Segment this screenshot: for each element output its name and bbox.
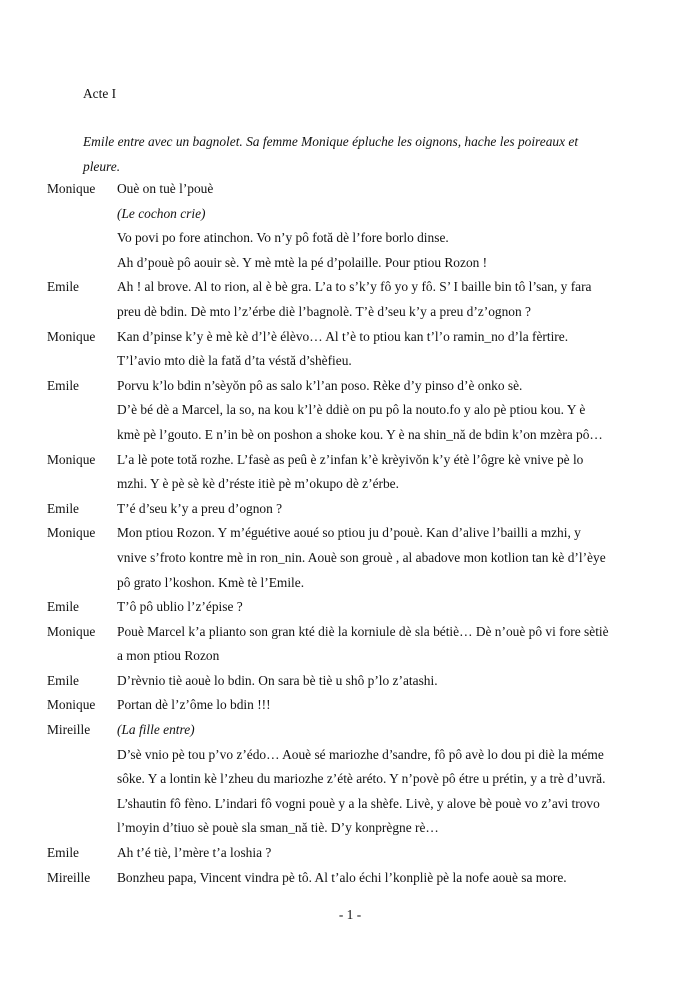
dialogue-lines: [117, 521, 667, 595]
dialogue-line: Ah d’pouè pô aouir sè. Y mè mtè la pé d’polaille. Pour ptiou Rozon !: [117, 254, 488, 270]
dialogue-lines: [117, 718, 667, 841]
speaker-name: Emile: [47, 377, 79, 393]
speaker-name: Emile: [47, 845, 79, 861]
dialogue-lines: [117, 595, 667, 620]
dialogue-lines: [117, 325, 667, 374]
dialogue-entry: [47, 841, 667, 866]
dialogue-line: T’é d’seu k’y a preu d’ognon ?: [117, 500, 283, 516]
speaker-name: Emile: [47, 672, 79, 688]
dialogue-entry: [47, 620, 667, 669]
speaker-name: Emile: [47, 599, 79, 615]
dialogue-entry: [47, 177, 667, 275]
dialogue-entry: [47, 521, 667, 595]
dialogue-line: vnive s’froto kontre mè in ron_nin. Aouè son grouè , al abadove mon kotlion tan kè d’l’èye: [117, 549, 606, 565]
dialogue-line: T’ô pô ublio l’z’épise ?: [117, 599, 243, 615]
dialogue-line: L’shautin fô fèno. L’indari fô vogni pouè y a la shèfe. Livè, y alove bè pouè vo z’avi trovo: [117, 795, 600, 811]
speaker-name: Mireille: [47, 722, 91, 738]
dialogue-line: Bonzheu papa, Vincent vindra pè tô. Al t’alo échi l’konpliè pè la nofe aouè sa more.: [117, 869, 567, 885]
speaker-name: Monique: [47, 697, 96, 713]
dialogue-entry: [47, 448, 667, 497]
dialogue-entry: [47, 325, 667, 374]
speaker-name: Emile: [47, 279, 79, 295]
dialogue-lines: [117, 275, 667, 324]
dialogue-entry: [47, 374, 667, 448]
dialogue-line: a mon ptiou Rozon: [117, 648, 220, 664]
dialogue-line: D’rèvnio tiè aouè lo bdin. On sara bè tiè u shô p’lo z’atashi.: [117, 672, 438, 688]
stage-direction-line: (La fille entre): [117, 722, 195, 738]
page-number: - 1 -: [338, 907, 362, 922]
stage-direction-line: Emile entre avec un bagnolet. Sa femme Monique épluche les oignons, hache les poireaux et: [83, 134, 579, 149]
dialogue-lines: [117, 841, 667, 866]
dialogue-entry: [47, 275, 667, 324]
dialogue-line: Vo povi po fore atinchon. Vo n’y pô fotă dè l’fore borlo dinse.: [117, 230, 449, 246]
stage-direction-line: (Le cochon crie): [117, 205, 206, 221]
dialogue-line: Kan d’pinse k’y è mè kè d’l’è élèvo… Al t’è to ptiou kan t’l’o ramin_no d’la fèrtire.: [117, 328, 569, 344]
dialogue-lines: [117, 374, 667, 448]
dialogue-entry: [47, 595, 667, 620]
dialogue-entry: [47, 669, 667, 694]
dialogue-lines: [117, 620, 667, 669]
act-heading: Acte I: [83, 86, 117, 101]
speaker-name: Monique: [47, 328, 96, 344]
dialogue-lines: [117, 693, 667, 718]
dialogue-lines: [117, 669, 667, 694]
speaker-name: Mireille: [47, 869, 91, 885]
dialogue-script: [47, 177, 667, 890]
dialogue-line: D’sè vnio pè tou p’vo z’édo… Aouè sé mariozhe d’sandre, fô pô avè lo dou pi diè la méme: [117, 746, 604, 762]
stage-direction-line: pleure.: [83, 158, 121, 174]
dialogue-line: Ouè on tuè l’pouè: [117, 181, 214, 196]
speaker-name: Monique: [47, 623, 96, 639]
dialogue-line: l’moyin d’tiuo sè pouè sla sman_nă tiè. D’y konprègne rè…: [117, 820, 439, 836]
dialogue-lines: [117, 177, 667, 275]
dialogue-entry: [47, 718, 667, 841]
dialogue-line: Porvu k’lo bdin n’sèyŏn pô as salo k’l’an poso. Rèke d’y pinso d’è onko sè.: [117, 377, 523, 393]
dialogue-lines: [117, 866, 667, 891]
dialogue-line: Portan dè l’z’ôme lo bdin !!!: [117, 697, 271, 713]
dialogue-line: Ah ! al brove. Al to rion, al è bè gra. L’a to s’k’y fô yo y fô. S’ I baille bin tô l’san, y fara: [117, 279, 592, 295]
dialogue-line: pô grato l’koshon. Kmè tè l’Emile.: [117, 574, 305, 590]
speaker-name: Monique: [47, 525, 96, 541]
speaker-name: Monique: [47, 451, 96, 467]
dialogue-line: L’a lè pote totă rozhe. L’fasè as peû è z’infan k’è krèyivŏn k’y étè l’ôgre kè vnive pè lo: [117, 451, 584, 467]
dialogue-line: kmè pè l’gouto. E n’in bè on poshon a shoke kou. Y è na shin_nă de bdin k’on mzèra pô…: [117, 426, 603, 442]
dialogue-line: preu dè bdin. Dè mto l’z’érbe diè l’bagnolè. T’è d’seu k’y a preu d’z’ognon ?: [117, 303, 531, 319]
dialogue-line: Ah t’é tiè, l’mère t’a loshia ?: [117, 845, 272, 861]
dialogue-line: mzhi. Y è pè sè kè d’réste itiè pè m’okupo dè z’érbe.: [117, 476, 399, 492]
speaker-name: Monique: [47, 181, 96, 196]
dialogue-line: sôke. Y a lontin kè l’zheu du mariozhe z’étè aréto. Y n’povè pô étre u prétin, y a trè d’uvră.: [117, 771, 606, 787]
dialogue-lines: [117, 448, 667, 497]
dialogue-line: Mon ptiou Rozon. Y m’éguétive aoué so ptiou ju d’pouè. Kan d’alive l’bailli a mzhi, y: [117, 525, 581, 541]
dialogue-entry: [47, 866, 667, 891]
dialogue-line: Pouè Marcel k’a plianto son gran kté diè la korniule dè sla bétiè… Dè n’ouè pô vi fore sètiè: [117, 623, 609, 639]
dialogue-lines: [117, 497, 667, 522]
dialogue-entry: [47, 693, 667, 718]
dialogue-line: D’è bé dè a Marcel, la so, na kou k’l’è ddiè on pu pô la nouto.fo y alo pè ptiou kou. Y è: [117, 402, 586, 418]
speaker-name: Emile: [47, 500, 79, 516]
dialogue-line: T’l’avio mto diè la fată d’ta véstă d’shèfieu.: [117, 353, 352, 369]
intro-stage-direction: [83, 130, 623, 179]
dialogue-entry: [47, 497, 667, 522]
